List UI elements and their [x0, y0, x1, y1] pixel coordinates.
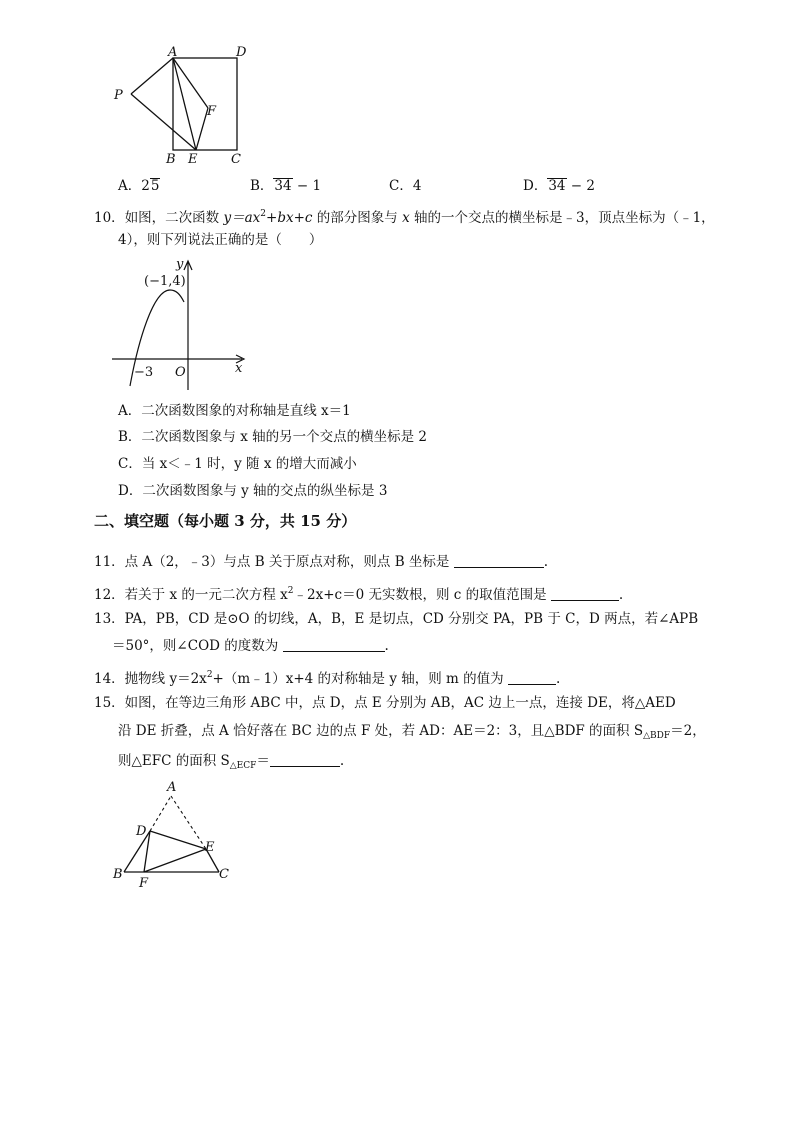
q11: 11．点 A（2，﹣3）与点 B 关于原点对称，则点 B 坐标是 . [94, 554, 548, 570]
segment-ef [144, 849, 206, 872]
label-F: F [139, 876, 149, 890]
q9-figure [108, 45, 253, 170]
q10-graph [108, 252, 253, 394]
q15-figure [108, 775, 238, 890]
fold-de [150, 831, 206, 849]
label-C: C [231, 152, 241, 167]
label-F: F [207, 104, 217, 119]
q12: 12．若关于 x 的一元二次方程 $x^2﹣2x+c=0$ 无实数根，则 c 的取值范围是 . [94, 586, 624, 603]
label-vertex: (−1,4) [144, 274, 186, 289]
q10-option-b: B．二次函数图象与 x 轴的另一个交点的横坐标是 2 [118, 429, 427, 445]
q15-answer-blank [270, 752, 340, 767]
label-neg3: −3 [134, 365, 154, 380]
q10-stem-line1: 10．如图，二次函数 $y=ax^2+bx+c$ 的部分图象与 x 轴的一个交点的横坐标是﹣3，顶点坐标为（﹣1， [94, 209, 715, 226]
label-B: B [113, 867, 123, 882]
q13-line1: 13．PA，PB，CD 是⊙O 的切线，A，B，E 是切点，CD 分别交 PA，PB 于 C，D 两点，若∠APB [94, 611, 699, 627]
q13-answer-blank [283, 637, 385, 652]
dashed-da [150, 796, 171, 831]
q14-answer-blank [508, 670, 556, 685]
q10-option-c: C．当 x＜﹣1 时，y 随 x 的增大而减小 [118, 456, 357, 472]
q10-option-d: D．二次函数图象与 y 轴的交点的纵坐标是 3 [118, 483, 388, 499]
label-E: E [188, 152, 198, 167]
q15-line1: 15．如图，在等边三角形 ABC 中，点 D，点 E 分别为 AB，AC 边上一点，连接 DE，将△AED [94, 695, 676, 711]
q9-choice-b: B．34 − 1 [250, 178, 322, 194]
q10-stem-line2: 4），则下列说法正确的是（ ） [118, 232, 323, 248]
q15-line2: 沿 DE 折叠，点 A 恰好落在 BC 边的点 F 处，若 AD：AE＝2：3，且△BDF 的面积 $S_{\triangle BDF}=2$， [118, 723, 706, 741]
q10-option-a: A．二次函数图象的对称轴是直线 x＝1 [118, 403, 351, 419]
dashed-ae [171, 796, 206, 849]
q9-choice-a: A．25 [118, 178, 160, 194]
q14: 14．抛物线 $y=2x^2+(m﹣1)x+4$ 的对称轴是 y 轴，则 m 的值为 . [94, 670, 561, 687]
section-title: 二、填空题（每小题 3 分，共 15 分） [94, 512, 357, 530]
q13-line2: ＝50°，则∠COD 的度数为 . [112, 638, 389, 654]
label-D: D [136, 824, 147, 839]
label-B: B [166, 152, 176, 167]
q9-choice-d: D．34 − 2 [523, 178, 595, 194]
label-y: y [176, 257, 184, 272]
label-A: A [167, 780, 177, 795]
label-E: E [205, 840, 215, 855]
label-C: C [219, 867, 229, 882]
label-P: P [114, 88, 123, 103]
label-D: D [236, 45, 247, 60]
q11-answer-blank [454, 553, 544, 568]
label-A: A [168, 45, 178, 60]
q12-answer-blank [551, 586, 619, 601]
label-O: O [175, 365, 186, 380]
q15-line3: 则△EFC 的面积 $S_{\triangle ECF}=$ . [118, 753, 345, 771]
label-x: x [235, 361, 243, 376]
q9-choice-c: C．4 [389, 178, 422, 194]
